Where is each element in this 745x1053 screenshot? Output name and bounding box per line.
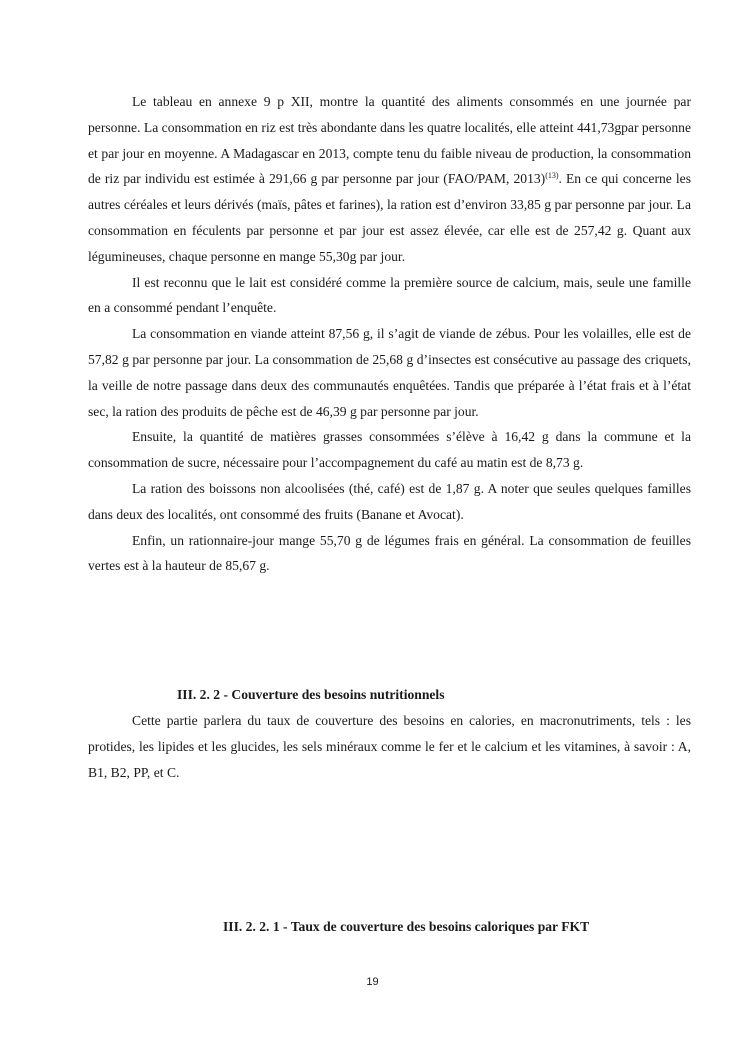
paragraph-drinks-fruits: La ration des boissons non alcoolisées (thé, café) est de 1,87 g. A noter que seules quelques familles dans deux des localités, ont consommé des fruits (Banane et Avocat).	[88, 480, 691, 522]
paragraph-text: . En ce qui concerne les autres céréales et leurs dérivés (maïs, pâtes et farines), la ration est d’environ 33,85 g par personne par jour. La consommation en féculents par personne et par jour est assez élevée, car elle est de 257,42 g. Quant aux légumineuses, chaque personne en mange 55,30g par jour.	[88, 171, 691, 264]
paragraph-fats-sugar: Ensuite, la quantité de matières grasses consommées s’élève à 16,42 g dans la commune et la consommation de sucre, nécessaire pour l’accompagnement du café au matin est de 8,73 g.	[88, 429, 691, 471]
subsection-heading: III. 2. 2. 1 - Taux de couverture des besoins caloriques par FKT	[223, 919, 590, 934]
paragraph-meat: La consommation en viande atteint 87,56 g, il s’agit de viande de zébus. Pour les volailles, elle est de 57,82 g par personne par jour. La consommation de 25,68 g d’insectes est consécutive au passage des criquets, la veille de notre passage dans deux des communautés enquêtées. Tandis que préparée à l’état frais et à l’état sec, la ration des produits de pêche est de 46,39 g par personne par jour.	[88, 326, 691, 419]
paragraph-milk: Il est reconnu que le lait est considéré comme la première source de calcium, mais, seule une famille en a consommé pendant l’enquête.	[88, 274, 691, 316]
paragraph-rice-consumption	[88, 89, 691, 270]
page-number: 19	[366, 976, 379, 988]
section-body	[88, 708, 691, 785]
paragraph-text: Le tableau en annexe 9 p XII, montre la quantité des aliments consommés en une journée par personne. La consommation en riz est très abondante dans les quatre localités, elle atteint 441,73gpar personne et par jour en moyenne. A Madagascar en 2013, compte tenu du faible niveau de production, la consommation de riz par individu est estimée à 291,66 g par personne par jour (FAO/PAM, 2013)	[88, 94, 691, 187]
paragraph-coverage-intro: Cette partie parlera du taux de couverture des besoins en calories, en macronutriments, tels : les protides, les lipides et les glucides, les sels minéraux comme le fer et le calcium et les vitamines, à savoir : A, B1, B2, PP, et C.	[88, 713, 691, 780]
section-heading: III. 2. 2 - Couverture des besoins nutritionnels	[177, 687, 445, 702]
body-text	[88, 89, 691, 579]
citation-reference: (13)	[545, 171, 559, 181]
paragraph-vegetables: Enfin, un rationnaire-jour mange 55,70 g de légumes frais en général. La consommation de feuilles vertes est à la hauteur de 85,67 g.	[88, 532, 691, 574]
